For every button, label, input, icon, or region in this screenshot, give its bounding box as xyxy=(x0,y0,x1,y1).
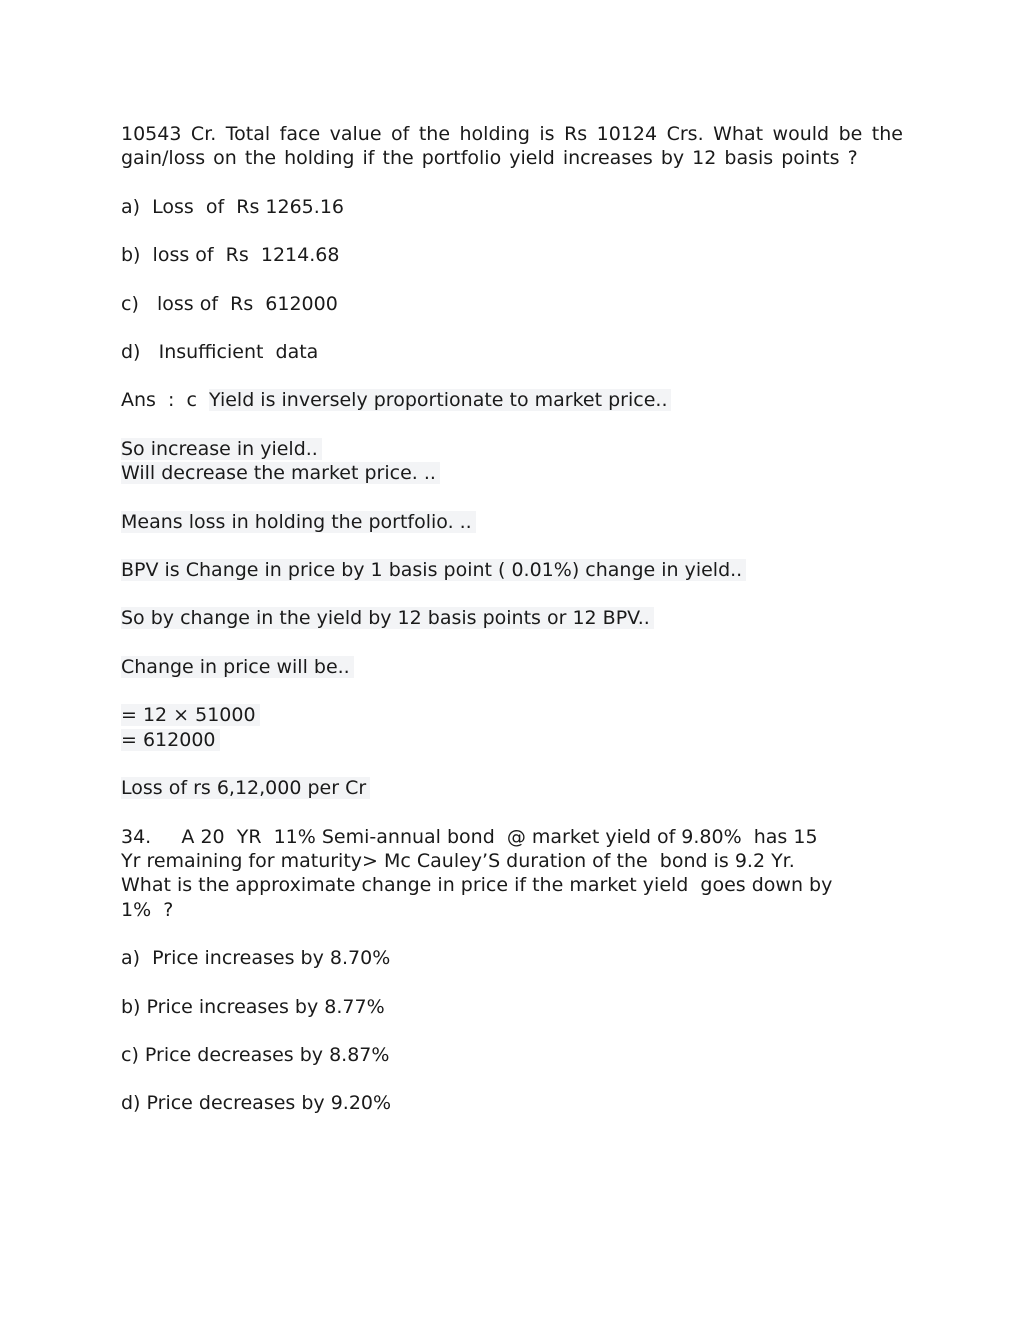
answer-prefix: Ans : c xyxy=(121,389,210,412)
answer-line xyxy=(121,388,903,412)
question-34-option-c: c) Price decreases by 8.87% xyxy=(121,1043,390,1066)
calc-line-1: = 12 × 51000 xyxy=(121,704,260,726)
question-34-stem-line-3: What is the approximate change in price if the market yield goes down by xyxy=(121,874,833,897)
question-34-stem-line-1: 34. A 20 YR 11% Semi-annual bond @ market yield of 9.80% has 15 xyxy=(121,825,818,848)
explanation-line-2-wrap xyxy=(121,461,903,485)
calc-line-1-wrap xyxy=(121,703,903,727)
calc-line-2-wrap xyxy=(121,728,903,752)
question-34-stem-line-2: Yr remaining for maturity> Mc Cauley’S duration of the bond is 9.2 Yr. xyxy=(121,849,795,872)
question-33-option-d: d) Insufficient data xyxy=(121,341,319,364)
explanation-line-1-wrap xyxy=(121,437,903,461)
document-page xyxy=(121,122,903,1116)
question-33-option-a: a) Loss of Rs 1265.16 xyxy=(121,195,344,218)
answer-text: Yield is inversely proportionate to market price.. xyxy=(209,389,671,411)
explanation-line-3: Means loss in holding the portfolio. .. xyxy=(121,511,476,533)
explanation-line-5-wrap xyxy=(121,606,903,630)
explanation-line-4: BPV is Change in price by 1 basis point ( 0.01%) change in yield.. xyxy=(121,559,746,581)
question-34-option-d: d) Price decreases by 9.20% xyxy=(121,1092,392,1115)
explanation-line-4-wrap xyxy=(121,558,903,582)
question-34-option-b: b) Price increases by 8.77% xyxy=(121,995,385,1018)
calc-line-2: = 612000 xyxy=(121,729,220,751)
question-33-option-c: c) loss of Rs 612000 xyxy=(121,292,338,315)
question-33-stem: 10543 Cr. Total face value of the holding is Rs 10124 Crs. What would be the gain/loss on the holding if the portfolio yield increases by 12 basis points ? xyxy=(121,123,903,170)
question-34-stem-line-4: 1% ? xyxy=(121,898,174,921)
explanation-line-3-wrap xyxy=(121,510,903,534)
result-line-wrap xyxy=(121,776,903,800)
result-line: Loss of rs 6,12,000 per Cr xyxy=(121,777,370,799)
explanation-line-5: So by change in the yield by 12 basis points or 12 BPV.. xyxy=(121,607,654,629)
explanation-line-2: Will decrease the market price. .. xyxy=(121,462,440,484)
question-34-option-a: a) Price increases by 8.70% xyxy=(121,947,391,970)
explanation-line-6-wrap xyxy=(121,655,903,679)
question-33-option-b: b) loss of Rs 1214.68 xyxy=(121,244,340,267)
explanation-line-6: Change in price will be.. xyxy=(121,656,354,678)
explanation-line-1: So increase in yield.. xyxy=(121,438,322,460)
